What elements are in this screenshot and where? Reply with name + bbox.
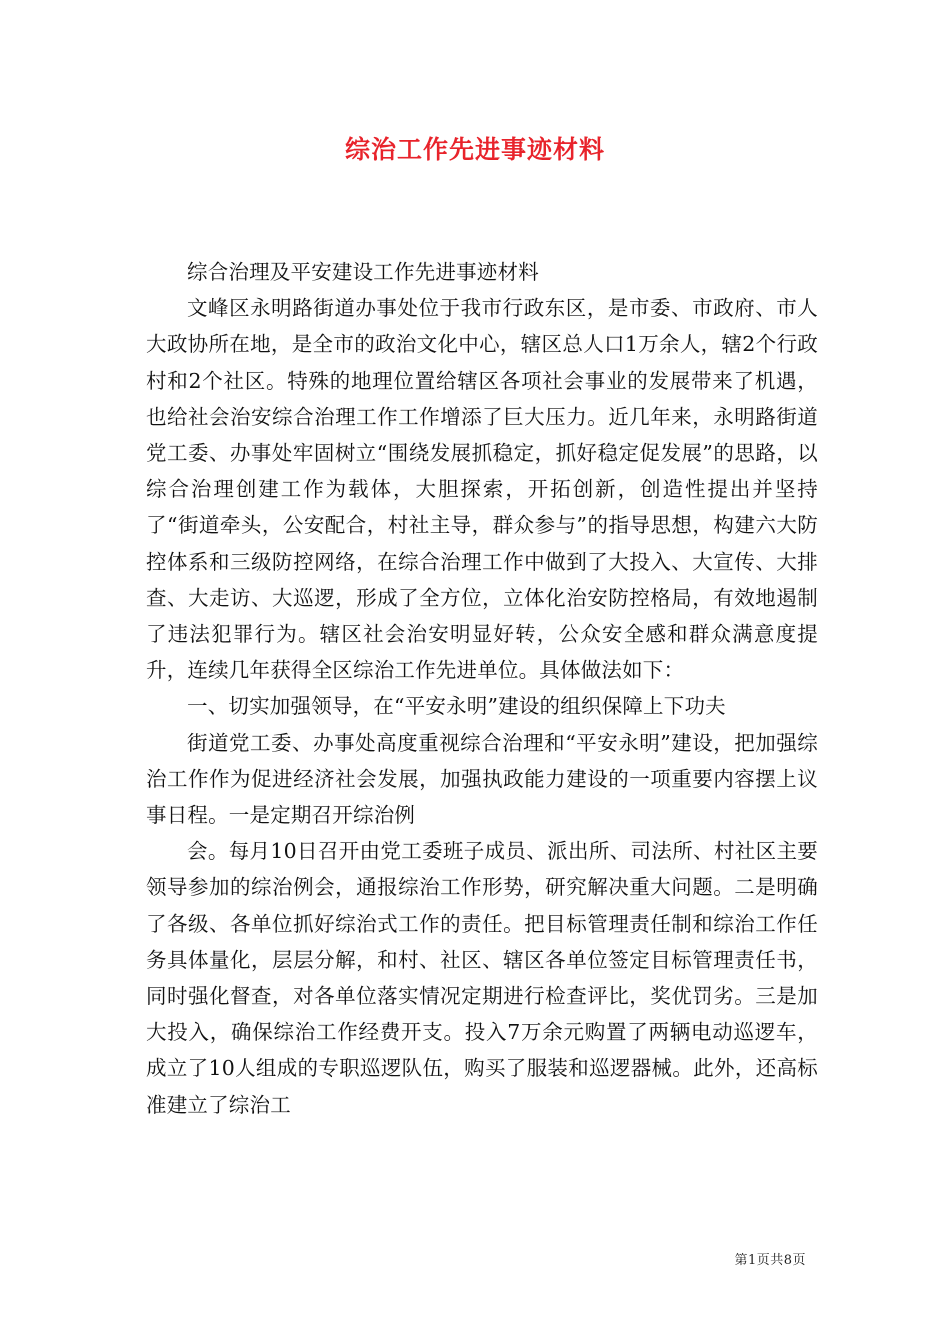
page-number: 第1页共8页 — [734, 1253, 806, 1268]
paragraph-continued: 会。每月10日召开由党工委班子成员、派出所、司法所、村社区主要领导参加的综治例会，通报综治工作形势，研究解决重大问题。二是明确了各级、各单位抓好综治式工作的责任。把目标管理责任制和综治工作任务具体量化，层层分解，和村、社区、辖区各单位签定目标管理责任书，同时强化督查，对各单位落实情况定期进行检查评比，奖优罚劣。三是加大投入，确保综治工作经费开支。投入7万余元购置了两辆电动巡逻车，成立了10人组成的专职巡逻队伍，购买了服装和巡逻器械。此外，还高标准建立了综治工 — [146, 839, 818, 1117]
paragraph-intro: 文峰区永明路街道办事处位于我市行政东区，是市委、市政府、市人大政协所在地，是全市的政治文化中心，辖区总人口1万余人，辖2个行政村和2个社区。特殊的地理位置给辖区各项社会事业的发展带来了机遇，也给社会治安综合治理工作工作增添了巨大压力。近几年来，永明路街道党工委、办事处牢固树立“围绕发展抓稳定，抓好稳定促发展”的思路，以综合治理创建工作为载体，大胆探索，开拓创新，创造性提出并坚持了“街道牵头，公安配合，村社主导，群众参与”的指导思想，构建六大防控体系和三级防控网络，在综合治理工作中做到了大投入、大宣传、大排查、大走访、大巡逻，形成了全方位，立体化治安防控格局，有效地遏制了违法犯罪行为。辖区社会治安明显好转，公众安全感和群众满意度提升，连续几年获得全区综治工作先进单位。具体做法如下： — [146, 296, 818, 683]
document-body — [146, 254, 818, 1123]
section-heading: 一、切实加强领导，在“平安永明”建设的组织保障上下功夫 — [187, 694, 726, 719]
paragraph-section-one: 街道党工委、办事处高度重视综合治理和“平安永明”建设，把加强综治工作作为促进经济社会发展，加强执政能力建设的一项重要内容摆上议事日程。一是定期召开综治例 — [146, 730, 818, 828]
paragraph-subtitle: 综合治理及平安建设工作先进事迹材料 — [187, 260, 539, 284]
document-title: 综治工作先进事迹材料 — [344, 135, 605, 164]
